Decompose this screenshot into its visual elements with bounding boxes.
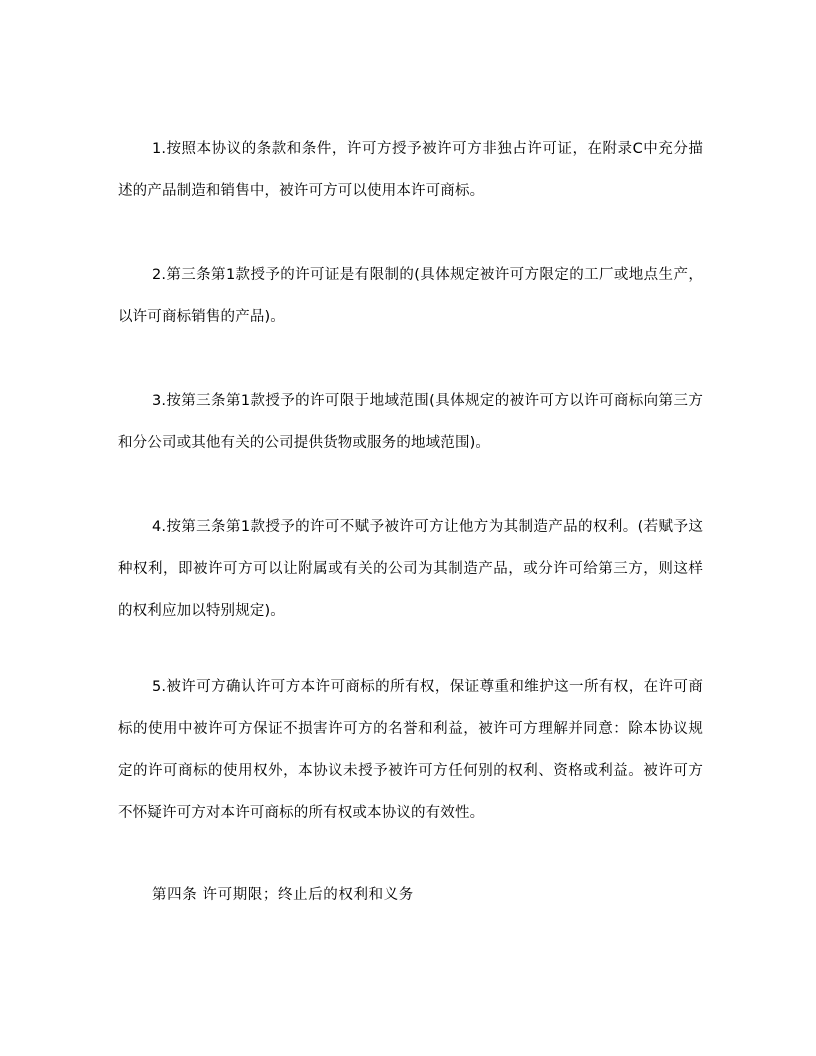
paragraph-3: 3.按第三条第1款授予的许可限于地域范围(具体规定的被许可方以许可商标向第三方和分公司或其他有关的公司提供货物或服务的地域范围)。 [118, 393, 703, 451]
section-heading: 第四条 许可期限；终止后的权利和义务 [152, 887, 414, 903]
paragraph-2: 2.第三条第1款授予的许可证是有限制的(具体规定被许可方限定的工厂或地点生产，以许可商标销售的产品)。 [118, 267, 703, 325]
paragraph-5: 5.被许可方确认许可方本许可商标的所有权，保证尊重和维护这一所有权，在许可商标的使用中被许可方保证不损害许可方的名誉和利益，被许可方理解并同意：除本协议规定的许可商标的使用权外，本协议未授予被许可方任何别的权利、资格或利益。被许可方不怀疑许可方对本许可商标的所有权或本协议的有效性。 [118, 679, 703, 821]
paragraph-1: 1.按照本协议的条款和条件，许可方授予被许可方非独占许可证，在附录C中充分描述的产品制造和销售中，被许可方可以使用本许可商标。 [118, 141, 703, 199]
paragraph-4: 4.按第三条第1款授予的许可不赋予被许可方让他方为其制造产品的权利。(若赋予这种权利，即被许可方可以让附属或有关的公司为其制造产品，或分许可给第三方，则这样的权利应加以特别规定)。 [118, 519, 703, 619]
